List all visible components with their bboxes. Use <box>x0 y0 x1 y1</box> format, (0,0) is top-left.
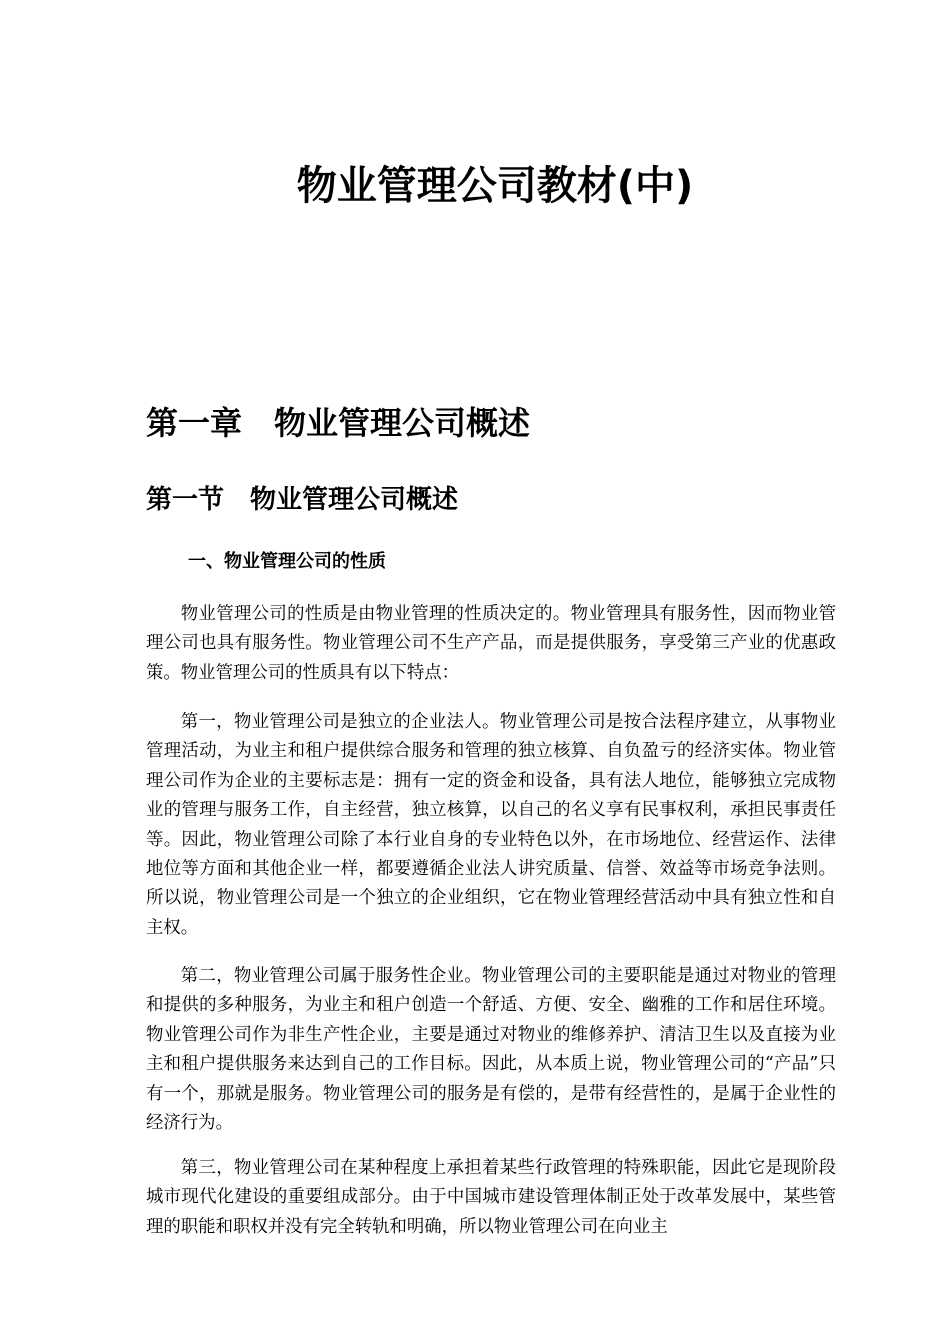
subsection-heading: 一、物业管理公司的性质 <box>188 551 386 572</box>
chapter-heading: 第一章 物业管理公司概述 <box>146 404 531 442</box>
paragraph-third-point: 第三，物业管理公司在某种程度上承担着某些行政管理的特殊职能，因此它是现阶段城市现代化建设的重要组成部分。由于中国城市建设管理体制正处于改革发展中，某些管理的职能和职权并没有完全转轨和明确，所以物业管理公司在向业主 <box>146 1158 836 1237</box>
section-heading: 第一节 物业管理公司概述 <box>146 485 459 515</box>
paragraph-nature-intro: 物业管理公司的性质是由物业管理的性质决定的。物业管理具有服务性，因而物业管理公司也具有服务性。物业管理公司不生产产品，而是提供服务，享受第三产业的优惠政策。物业管理公司的性质具有以下特点： <box>146 604 836 683</box>
paragraph-second-point: 第二，物业管理公司属于服务性企业。物业管理公司的主要职能是通过对物业的管理和提供的多种服务，为业主和租户创造一个舒适、方便、安全、幽雅的工作和居住环境。物业管理公司作为非生产性企业，主要是通过对物业的维修养护、清洁卫生以及直接为业主和租户提供服务来达到自己的工作目标。因此，从本质上说，物业管理公司的“产品”只有一个，那就是服务。物业管理公司的服务是有偿的，是带有经营性的，是属于企业性的经济行为。 <box>146 966 836 1134</box>
paragraph-first-point: 第一，物业管理公司是独立的企业法人。物业管理公司是按合法程序建立，从事物业管理活动，为业主和租户提供综合服务和管理的独立核算、自负盈亏的经济实体。物业管理公司作为企业的主要标志是：拥有一定的资金和设备，具有法人地位，能够独立完成物业的管理与服务工作，自主经营，独立核算，以自己的名义享有民事权利，承担民事责任等。因此，物业管理公司除了本行业自身的专业特色以外，在市场地位、经营运作、法律地位等方面和其他企业一样，都要遵循企业法人讲究质量、信誉、效益等市场竞争法则。所以说，物业管理公司是一个独立的企业组织，它在物业管理经营活动中具有独立性和自主权。 <box>146 712 836 938</box>
document-title: 物业管理公司教材(中) <box>296 163 694 209</box>
